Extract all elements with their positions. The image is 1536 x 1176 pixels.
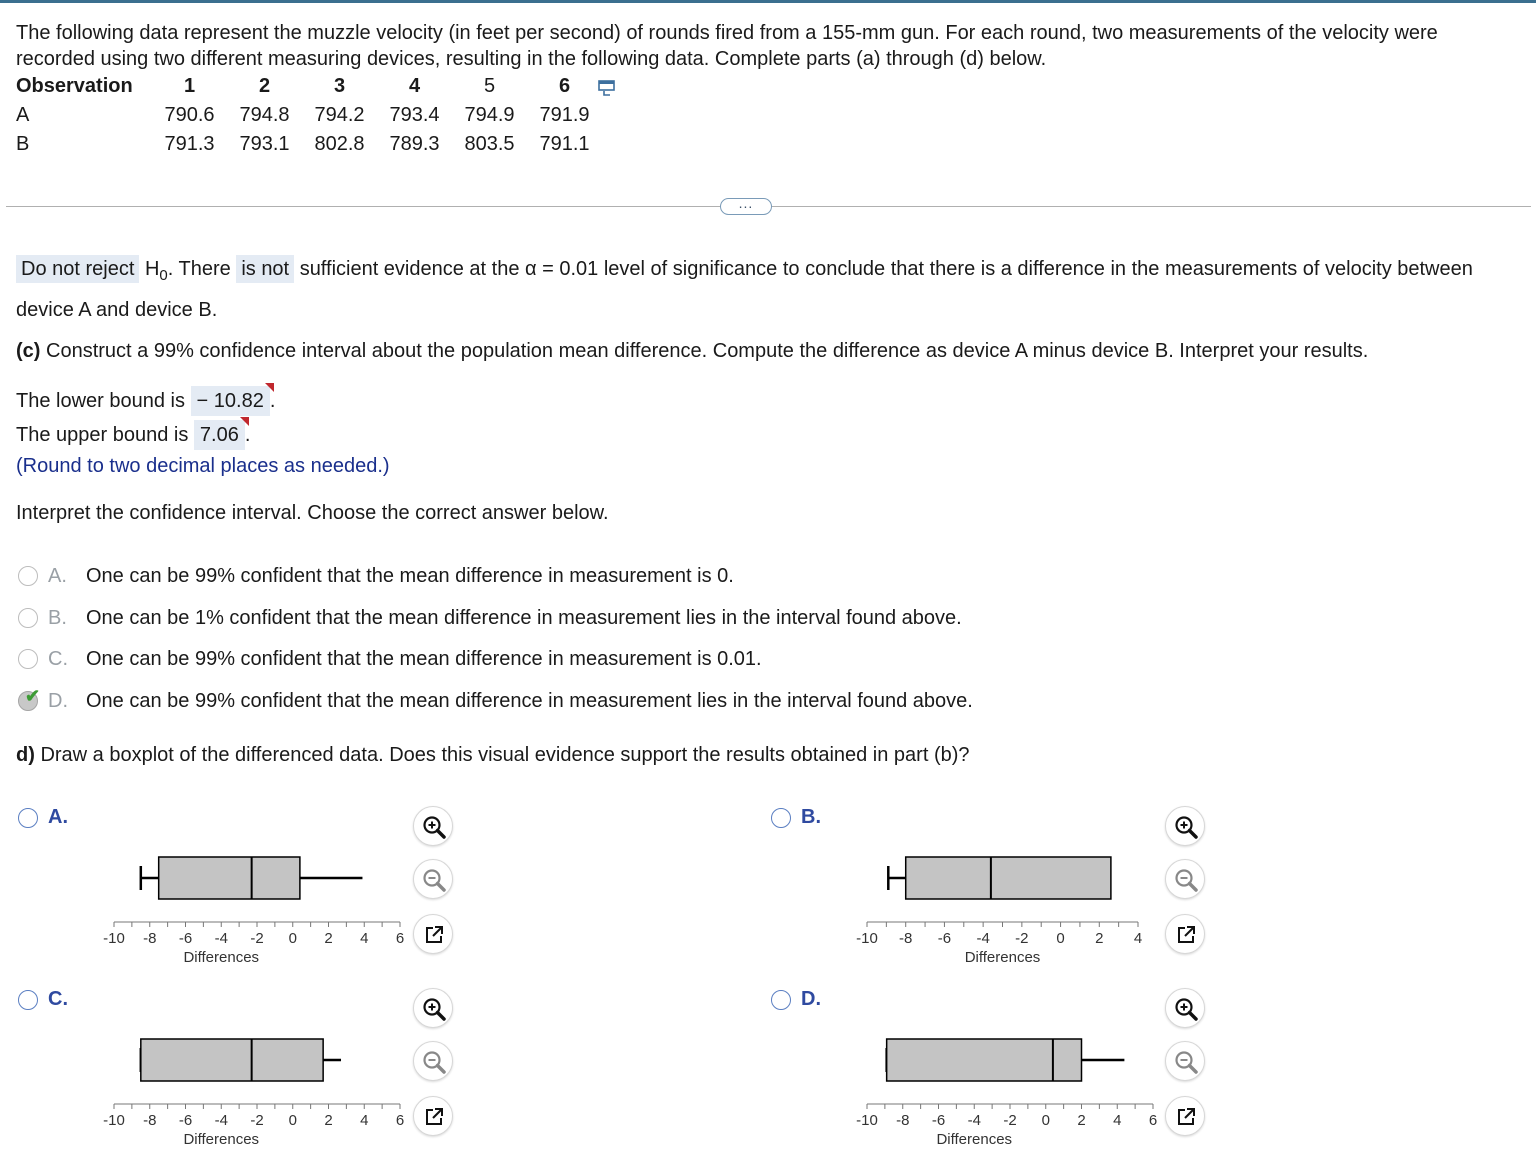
table-col-header: 6 — [558, 75, 571, 97]
table-cell: 793.1 — [239, 133, 290, 155]
x-tick-label: 0 — [288, 1112, 297, 1129]
evidence-answer[interactable]: is not — [236, 255, 294, 283]
x-tick-label: -8 — [896, 1112, 910, 1129]
zoom-in-button[interactable] — [413, 988, 453, 1028]
radio-icon[interactable] — [771, 808, 791, 828]
boxplot-choice-d[interactable]: D. — [771, 988, 821, 1011]
x-tick-label: 4 — [1113, 1112, 1122, 1129]
popout-button[interactable] — [413, 1096, 453, 1136]
zoom-in-button[interactable] — [413, 806, 453, 846]
box-iqr — [141, 1039, 323, 1081]
boxplot-c — [95, 1022, 420, 1152]
zoom-out-icon — [421, 867, 447, 893]
zoom-in-icon — [1173, 814, 1199, 840]
x-axis-label: Differences — [964, 949, 1041, 966]
table-cell: 803.5 — [464, 133, 515, 155]
x-tick-label: -2 — [250, 1112, 264, 1129]
x-tick-label: -10 — [856, 1112, 878, 1129]
top-accent-bar — [0, 0, 1536, 3]
table-header-row — [14, 72, 602, 101]
boxplot-b — [848, 840, 1173, 970]
zoom-in-button[interactable] — [1165, 988, 1205, 1028]
interpret-option-c[interactable]: C. One can be 99% confident that the mean difference in measurement is 0.01. — [18, 646, 762, 672]
table-col-header: 2 — [258, 75, 271, 97]
lower-bound-input[interactable]: − 10.82 — [191, 386, 270, 416]
x-tick-label: 2 — [324, 1112, 333, 1129]
box-iqr — [159, 857, 300, 899]
problem-intro: The following data represent the muzzle velocity (in feet per second) of rounds fired from a 155-mm gun. For each round, two measurements of the velocity were recorded using two different measuring devices, resulting in the following data. Complete parts (a) through (d) below. — [16, 22, 1438, 70]
zoom-out-button[interactable] — [1165, 1041, 1205, 1081]
h0-symbol: $H_0$ — [144, 258, 168, 284]
table-col-header: 3 — [333, 75, 346, 97]
popout-button[interactable] — [413, 914, 453, 954]
x-axis-label: Differences — [936, 1131, 1013, 1148]
x-tick-label: 4 — [360, 1112, 369, 1129]
external-link-icon — [1173, 922, 1199, 948]
table-row-label: A — [16, 104, 30, 126]
x-tick-label: -6 — [178, 1112, 193, 1129]
expand-more-button[interactable]: ... — [720, 198, 772, 215]
interpret-option-b[interactable]: B. One can be 1% confident that the mean difference in measurement lies in the interval found above. — [18, 605, 962, 631]
x-tick-label: 0 — [288, 930, 297, 947]
x-tick-label: -8 — [143, 930, 157, 947]
x-tick-label: -2 — [1003, 1112, 1017, 1129]
copy-table-icon[interactable] — [596, 79, 618, 97]
x-tick-label: -4 — [976, 930, 990, 947]
radio-icon[interactable] — [771, 990, 791, 1010]
zoom-out-icon — [1173, 867, 1199, 893]
x-tick-label: -6 — [937, 930, 952, 947]
part-d-prompt: d) Draw a boxplot of the differenced data. Does this visual evidence support the results obtained in part (b)? — [16, 744, 970, 766]
table-row — [14, 130, 602, 159]
radio-icon[interactable] — [18, 808, 38, 828]
x-tick-label: 2 — [1095, 930, 1104, 947]
upper-bound-line: The upper bound is 7.06 . — [16, 424, 250, 447]
table-header-label: Observation — [16, 75, 133, 97]
interpret-prompt: Interpret the confidence interval. Choose the correct answer below. — [16, 502, 609, 524]
interpret-option-d[interactable]: ✔ D. One can be 99% confident that the mean difference in measurement lies in the interval found above. — [18, 688, 973, 714]
part-c-prompt: (c) Construct a 99% confidence interval about the population mean difference. Compute the difference as device A minus device B. Interpret your results. — [16, 340, 1369, 362]
x-tick-label: 4 — [1133, 930, 1143, 947]
popout-button[interactable] — [1165, 1096, 1205, 1136]
x-tick-label: -10 — [103, 1112, 125, 1129]
boxplot-a — [95, 840, 420, 970]
x-tick-label: 6 — [395, 930, 405, 947]
lower-bound-line: The lower bound is − 10.82 . — [16, 390, 275, 413]
radio-icon[interactable] — [18, 990, 38, 1010]
x-tick-label: -4 — [214, 930, 228, 947]
zoom-out-button[interactable] — [413, 859, 453, 899]
zoom-in-icon — [421, 996, 447, 1022]
x-axis-label: Differences — [183, 1131, 260, 1148]
x-tick-label: 2 — [324, 930, 333, 947]
radio-selected-icon[interactable] — [18, 686, 41, 711]
zoom-out-button[interactable] — [1165, 859, 1205, 899]
table-cell: 790.6 — [164, 104, 215, 126]
table-cell: 789.3 — [389, 133, 440, 155]
table-col-header: 5 — [483, 75, 496, 97]
data-table — [14, 72, 602, 159]
radio-icon[interactable] — [18, 608, 38, 628]
popout-button[interactable] — [1165, 914, 1205, 954]
external-link-icon — [1173, 1104, 1199, 1130]
x-axis-label: Differences — [183, 949, 260, 966]
zoom-out-button[interactable] — [413, 1041, 453, 1081]
table-col-header: 1 — [183, 75, 196, 97]
x-tick-label: -4 — [967, 1112, 981, 1129]
part-b-conclusion: Do not reject $H_0$. There is not sufficient evidence at the α = 0.01 level of significance to conclude that there is a difference in the measurements of velocity between device A and device B. — [16, 252, 1516, 328]
rounding-hint: (Round to two decimal places as needed.) — [16, 455, 390, 477]
x-tick-label: -10 — [856, 930, 878, 947]
table-cell: 791.1 — [539, 133, 590, 155]
table-cell: 794.9 — [464, 104, 515, 126]
x-tick-label: -4 — [214, 1112, 228, 1129]
x-tick-label: 0 — [1056, 930, 1065, 947]
upper-bound-input[interactable]: 7.06 — [194, 420, 245, 450]
x-tick-label: 6 — [1148, 1112, 1158, 1129]
boxplot-choice-c[interactable]: C. — [18, 988, 68, 1011]
table-row — [14, 101, 602, 130]
x-tick-label: -2 — [250, 930, 264, 947]
table-cell: 794.2 — [314, 104, 365, 126]
x-tick-label: -8 — [143, 1112, 157, 1129]
x-tick-label: 6 — [395, 1112, 405, 1129]
interpret-option-a[interactable]: A. One can be 99% confident that the mean difference in measurement is 0. — [18, 563, 734, 589]
radio-icon[interactable] — [18, 566, 38, 586]
zoom-in-button[interactable] — [1165, 806, 1205, 846]
x-tick-label: -10 — [103, 930, 125, 947]
table-col-header: 4 — [408, 75, 421, 97]
x-tick-label: -6 — [178, 930, 193, 947]
feedback-flag-icon — [265, 383, 274, 392]
table-cell: 793.4 — [389, 104, 440, 126]
x-tick-label: -6 — [931, 1112, 946, 1129]
zoom-in-icon — [421, 814, 447, 840]
feedback-flag-icon — [240, 417, 249, 426]
boxplot-d — [848, 1022, 1173, 1152]
x-tick-label: 2 — [1077, 1112, 1086, 1129]
table-cell: 794.8 — [239, 104, 290, 126]
boxplot-choice-a[interactable]: A. — [18, 806, 68, 829]
zoom-out-icon — [1173, 1049, 1199, 1075]
table-row-label: B — [16, 133, 30, 155]
table-cell: 791.3 — [164, 133, 215, 155]
x-tick-label: -2 — [1015, 930, 1029, 947]
zoom-in-icon — [1173, 996, 1199, 1022]
zoom-out-icon — [421, 1049, 447, 1075]
x-tick-label: 0 — [1041, 1112, 1050, 1129]
table-cell: 791.9 — [539, 104, 590, 126]
decision-answer[interactable]: Do not reject — [16, 255, 139, 283]
external-link-icon — [421, 1104, 447, 1130]
x-tick-label: -8 — [899, 930, 913, 947]
radio-icon[interactable] — [18, 649, 38, 669]
boxplot-choice-b[interactable]: B. — [771, 806, 821, 829]
table-cell: 802.8 — [314, 133, 365, 155]
external-link-icon — [421, 922, 447, 948]
checkmark-icon: ✔ — [25, 686, 41, 706]
x-tick-label: 4 — [360, 930, 369, 947]
box-iqr — [906, 857, 1111, 899]
